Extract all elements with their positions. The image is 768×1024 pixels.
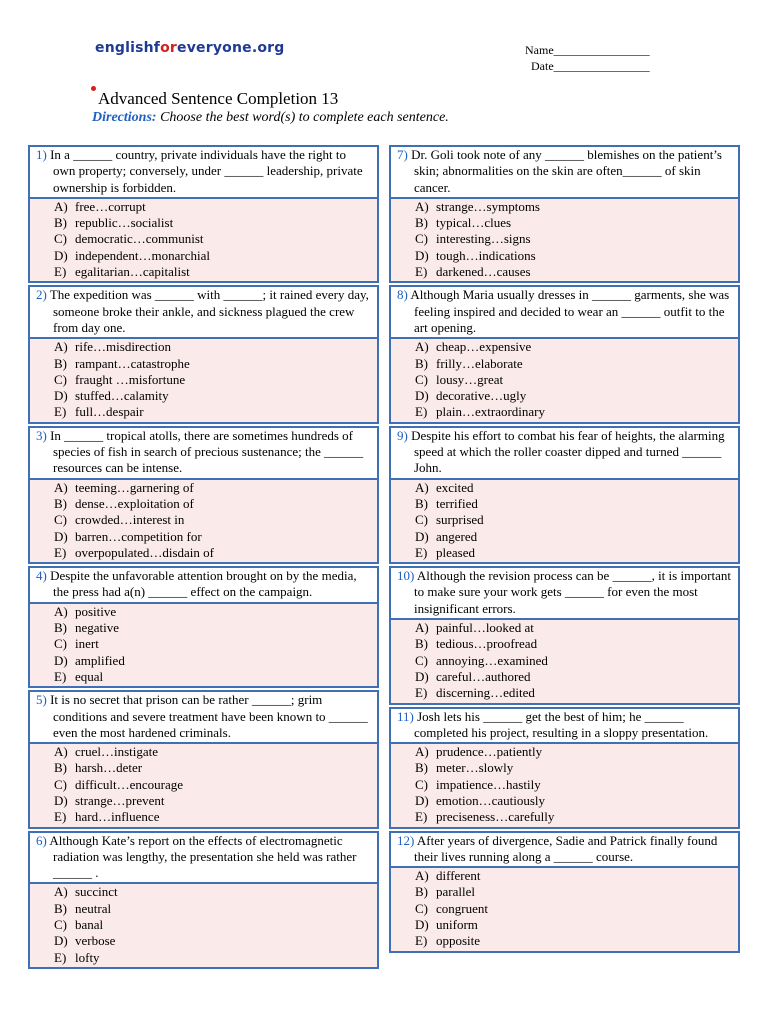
option-text: emotion…cautiously xyxy=(436,792,546,808)
option-letter: B) xyxy=(54,760,67,776)
logo-text-start: englishf xyxy=(95,40,161,56)
option-text: overpopulated…disdain of xyxy=(75,544,214,560)
question-block xyxy=(389,145,740,283)
option-text: typical…clues xyxy=(436,215,512,231)
option-letter: D) xyxy=(415,668,429,684)
question-number: 6) xyxy=(36,832,47,848)
option-letter: D) xyxy=(415,247,429,263)
option-text: fraught …misfortune xyxy=(75,371,186,387)
option-letter: E) xyxy=(415,544,428,560)
answer-option[interactable] xyxy=(415,868,732,884)
answer-option[interactable] xyxy=(54,529,371,545)
option-text: succinct xyxy=(75,884,118,900)
question-block xyxy=(28,145,379,283)
option-text: strange…prevent xyxy=(75,792,165,808)
option-text: cruel…instigate xyxy=(75,744,159,760)
option-text: tough…indications xyxy=(436,247,536,263)
logo-text-for: or xyxy=(160,40,178,56)
option-text: cheap…expensive xyxy=(436,339,532,355)
question-column-right xyxy=(389,145,740,955)
answer-options xyxy=(28,480,379,564)
answer-option[interactable] xyxy=(415,199,732,215)
answer-option[interactable] xyxy=(54,231,371,247)
answer-options xyxy=(389,620,740,704)
option-letter: D) xyxy=(54,388,68,404)
answer-option[interactable] xyxy=(415,545,732,561)
option-letter: A) xyxy=(415,868,429,884)
option-text: banal xyxy=(75,917,104,933)
question-number: 12) xyxy=(397,832,415,848)
answer-option[interactable] xyxy=(415,388,732,404)
option-letter: E) xyxy=(415,933,428,949)
question-stem xyxy=(28,285,379,339)
answer-option[interactable] xyxy=(54,604,371,620)
option-letter: B) xyxy=(415,884,428,900)
question-block xyxy=(28,690,379,828)
answer-options xyxy=(389,480,740,564)
option-text: rife…misdirection xyxy=(75,339,172,355)
option-letter: A) xyxy=(415,198,429,214)
question-block xyxy=(28,566,379,688)
option-letter: C) xyxy=(415,512,428,528)
option-text: darkened…causes xyxy=(436,264,531,280)
option-letter: D) xyxy=(415,388,429,404)
option-text: free…corrupt xyxy=(75,198,146,214)
option-text: harsh…deter xyxy=(75,760,143,776)
answer-options xyxy=(389,339,740,423)
option-letter: E) xyxy=(415,404,428,420)
answer-option[interactable] xyxy=(54,901,371,917)
option-text: terrified xyxy=(436,495,478,511)
question-stem xyxy=(389,426,740,480)
answer-options xyxy=(28,339,379,423)
answer-option[interactable] xyxy=(54,496,371,512)
answer-option[interactable] xyxy=(415,685,732,701)
answer-option[interactable] xyxy=(415,248,732,264)
option-text: independent…monarchial xyxy=(75,247,211,263)
question-number: 8) xyxy=(397,287,408,303)
option-letter: C) xyxy=(54,512,67,528)
question-number: 5) xyxy=(36,692,47,708)
answer-option[interactable] xyxy=(54,653,371,669)
date-field[interactable]: Date________________ xyxy=(531,59,650,73)
question-stem xyxy=(389,707,740,745)
question-stem xyxy=(28,426,379,480)
option-letter: D) xyxy=(54,247,68,263)
site-logo xyxy=(95,40,285,56)
question-number: 1) xyxy=(36,147,47,162)
option-text: positive xyxy=(75,603,117,619)
answer-option[interactable] xyxy=(54,950,371,966)
answer-option[interactable] xyxy=(415,933,732,949)
question-text: In ______ tropical atolls, there are sometimes hundreds of species of fish in search of precious sustenance; the ______ resources can be intense. xyxy=(50,427,364,476)
answer-option[interactable] xyxy=(54,669,371,685)
option-letter: C) xyxy=(415,900,428,916)
answer-option[interactable] xyxy=(54,480,371,496)
option-letter: E) xyxy=(54,544,67,560)
answer-option[interactable] xyxy=(54,793,371,809)
option-text: egalitarian…capitalist xyxy=(75,264,190,280)
question-block xyxy=(28,285,379,423)
question-stem xyxy=(389,831,740,869)
question-text: It is no secret that prison can be rather ______; grim conditions and severe treatment have been known to ______ even the most hardened criminals. xyxy=(50,692,368,740)
option-letter: C) xyxy=(54,371,67,387)
option-text: interesting…signs xyxy=(436,231,531,247)
option-text: tedious…proofread xyxy=(436,636,538,652)
answer-options xyxy=(28,604,379,688)
option-text: careful…authored xyxy=(436,668,531,684)
option-letter: E) xyxy=(54,809,67,825)
option-text: inert xyxy=(75,636,99,652)
answer-options xyxy=(28,199,379,283)
option-text: impatience…hastily xyxy=(436,776,541,792)
option-letter: B) xyxy=(415,636,428,652)
answer-options xyxy=(28,884,379,968)
option-letter: E) xyxy=(54,949,67,965)
option-letter: B) xyxy=(415,355,428,371)
question-text: Although Maria usually dresses in ______ garments, she was feeling inspired and decided to wear an ______ outfit to the art opening. xyxy=(410,287,730,335)
option-text: plain…extraordinary xyxy=(436,404,546,420)
question-stem xyxy=(28,690,379,744)
question-stem xyxy=(28,145,379,199)
question-block xyxy=(389,285,740,423)
option-letter: C) xyxy=(415,371,428,387)
answer-options xyxy=(389,199,740,283)
option-letter: E) xyxy=(54,264,67,280)
question-text: Josh lets his ______ get the best of him; he ______ completed his project, resulting in a sloppy presentation. xyxy=(414,708,709,740)
option-text: crowded…interest in xyxy=(75,512,185,528)
directions-text: Choose the best word(s) to complete each sentence. xyxy=(160,110,449,125)
question-block xyxy=(28,426,379,564)
option-text: surprised xyxy=(436,512,484,528)
question-number: 2) xyxy=(36,287,47,303)
answer-option[interactable] xyxy=(415,372,732,388)
option-text: full…despair xyxy=(75,404,144,420)
option-letter: C) xyxy=(54,636,67,652)
option-text: lousy…great xyxy=(436,371,504,387)
option-letter: A) xyxy=(415,339,429,355)
answer-option[interactable] xyxy=(54,215,371,231)
option-letter: C) xyxy=(54,776,67,792)
option-text: amplified xyxy=(75,652,125,668)
answer-option[interactable] xyxy=(54,388,371,404)
answer-option[interactable] xyxy=(54,777,371,793)
option-letter: C) xyxy=(415,776,428,792)
answer-option[interactable] xyxy=(415,884,732,900)
answer-option[interactable] xyxy=(54,620,371,636)
answer-option[interactable] xyxy=(54,372,371,388)
answer-option[interactable] xyxy=(54,760,371,776)
answer-option[interactable] xyxy=(54,356,371,372)
option-text: painful…looked at xyxy=(436,620,534,636)
answer-option[interactable] xyxy=(54,636,371,652)
answer-option[interactable] xyxy=(415,669,732,685)
answer-option[interactable] xyxy=(54,917,371,933)
option-text: pleased xyxy=(436,544,475,560)
answer-options xyxy=(389,868,740,952)
answer-options xyxy=(389,744,740,828)
option-text: verbose xyxy=(75,933,116,949)
option-letter: C) xyxy=(54,917,67,933)
question-column-left xyxy=(28,145,379,971)
option-text: rampant…catastrophe xyxy=(75,355,190,371)
question-stem xyxy=(389,285,740,339)
option-text: strange…symptoms xyxy=(436,198,540,214)
option-text: stuffed…calamity xyxy=(75,388,169,404)
answer-option[interactable] xyxy=(415,404,732,420)
name-field[interactable]: Name________________ xyxy=(525,43,650,57)
option-text: congruent xyxy=(436,900,488,916)
option-text: negative xyxy=(75,620,120,636)
option-letter: B) xyxy=(54,355,67,371)
answer-option[interactable] xyxy=(415,653,732,669)
option-letter: E) xyxy=(415,809,428,825)
question-number: 10) xyxy=(397,568,415,584)
answer-option[interactable] xyxy=(415,901,732,917)
option-text: discerning…edited xyxy=(436,685,535,701)
option-letter: B) xyxy=(415,215,428,231)
answer-option[interactable] xyxy=(54,744,371,760)
option-letter: C) xyxy=(415,231,428,247)
directions xyxy=(92,110,449,126)
page-title: Advanced Sentence Completion 13 xyxy=(98,89,339,108)
option-letter: D) xyxy=(415,528,429,544)
option-letter: D) xyxy=(415,792,429,808)
answer-option[interactable] xyxy=(415,529,732,545)
question-text: Dr. Goli took note of any ______ blemishes on the patient’s skin; abnormalities on the skin are often______ of skin cancer. xyxy=(411,147,722,195)
option-letter: D) xyxy=(54,652,68,668)
option-text: opposite xyxy=(436,933,481,949)
option-text: dense…exploitation of xyxy=(75,495,194,511)
option-text: excited xyxy=(436,479,474,495)
answer-option[interactable] xyxy=(415,917,732,933)
answer-option[interactable] xyxy=(415,744,732,760)
option-letter: E) xyxy=(54,404,67,420)
option-letter: D) xyxy=(54,792,68,808)
question-text: After years of divergence, Sadie and Patrick finally found their lives running along a ______ course. xyxy=(414,832,718,864)
option-letter: A) xyxy=(54,479,68,495)
question-text: In a ______ country, private individuals have the right to own property; conversely, under ______ leadership, private ownership is forbidden. xyxy=(50,147,363,195)
option-text: preciseness…carefully xyxy=(436,809,555,825)
option-letter: E) xyxy=(415,685,428,701)
option-text: parallel xyxy=(436,884,475,900)
answer-option[interactable] xyxy=(415,793,732,809)
answer-option[interactable] xyxy=(415,760,732,776)
option-text: equal xyxy=(75,668,104,684)
title-bullet-icon xyxy=(91,86,96,91)
name-date-fields xyxy=(525,42,650,74)
answer-option[interactable] xyxy=(54,545,371,561)
option-text: difficult…encourage xyxy=(75,776,184,792)
question-block xyxy=(389,831,740,953)
option-text: meter…slowly xyxy=(436,760,514,776)
answer-option[interactable] xyxy=(415,777,732,793)
answer-option[interactable] xyxy=(415,512,732,528)
question-number: 11) xyxy=(397,708,414,724)
option-text: neutral xyxy=(75,900,112,916)
option-letter: A) xyxy=(54,198,68,214)
option-text: uniform xyxy=(436,917,478,933)
answer-option[interactable] xyxy=(54,933,371,949)
question-block xyxy=(28,831,379,969)
answer-option[interactable] xyxy=(54,264,371,280)
answer-option[interactable] xyxy=(415,231,732,247)
option-letter: A) xyxy=(54,603,68,619)
option-letter: A) xyxy=(415,620,429,636)
question-number: 3) xyxy=(36,427,47,443)
question-stem xyxy=(28,831,379,885)
logo-text-end: everyone.org xyxy=(177,40,285,56)
option-letter: A) xyxy=(54,884,68,900)
option-text: decorative…ugly xyxy=(436,388,527,404)
answer-option[interactable] xyxy=(415,264,732,280)
answer-option[interactable] xyxy=(54,884,371,900)
answer-option[interactable] xyxy=(54,512,371,528)
option-text: angered xyxy=(436,528,478,544)
option-text: frilly…elaborate xyxy=(436,355,523,371)
option-letter: B) xyxy=(54,215,67,231)
answer-option[interactable] xyxy=(415,356,732,372)
option-letter: B) xyxy=(415,760,428,776)
answer-option[interactable] xyxy=(415,809,732,825)
answer-option[interactable] xyxy=(54,809,371,825)
option-letter: D) xyxy=(54,933,68,949)
answer-option[interactable] xyxy=(415,215,732,231)
question-number: 7) xyxy=(397,147,408,162)
question-stem xyxy=(389,566,740,620)
option-letter: A) xyxy=(54,744,68,760)
option-text: hard…influence xyxy=(75,809,160,825)
answer-option[interactable] xyxy=(415,620,732,636)
answer-option[interactable] xyxy=(415,480,732,496)
question-block xyxy=(389,426,740,564)
option-letter: C) xyxy=(54,231,67,247)
option-text: annoying…examined xyxy=(436,652,548,668)
question-block xyxy=(389,707,740,829)
question-stem xyxy=(28,566,379,604)
answer-option[interactable] xyxy=(415,636,732,652)
option-letter: D) xyxy=(415,917,429,933)
option-text: different xyxy=(436,868,481,884)
question-text: Despite his effort to combat his fear of heights, the alarming speed at which the roller coaster dipped and turned ______ John. xyxy=(411,427,725,476)
option-letter: B) xyxy=(415,495,428,511)
option-letter: A) xyxy=(415,479,429,495)
directions-label: Directions: xyxy=(92,110,157,125)
answer-option[interactable] xyxy=(54,404,371,420)
question-block xyxy=(389,566,740,704)
option-letter: A) xyxy=(54,339,68,355)
question-text: Although the revision process can be ______, it is important to make sure your work gets ______ for even the most insignificant errors. xyxy=(414,568,732,616)
answer-option[interactable] xyxy=(415,339,732,355)
option-letter: A) xyxy=(415,744,429,760)
option-letter: B) xyxy=(54,620,67,636)
answer-option[interactable] xyxy=(54,199,371,215)
option-letter: E) xyxy=(415,264,428,280)
option-text: republic…socialist xyxy=(75,215,174,231)
option-text: prudence…patiently xyxy=(436,744,543,760)
question-number: 4) xyxy=(36,568,47,584)
question-text: The expedition was ______ with ______; it rained every day, someone broke their ankle, and sickness plagued the crew from day one. xyxy=(49,287,369,335)
option-letter: D) xyxy=(54,528,68,544)
option-text: barren…competition for xyxy=(75,528,202,544)
answer-options xyxy=(28,744,379,828)
option-letter: E) xyxy=(54,668,67,684)
answer-option[interactable] xyxy=(54,248,371,264)
option-text: teeming…garnering of xyxy=(75,479,194,495)
answer-option[interactable] xyxy=(54,339,371,355)
option-text: lofty xyxy=(75,949,100,965)
question-number: 9) xyxy=(397,427,408,443)
question-text: Despite the unfavorable attention brought on by the media, the press had a(n) ______ effect on the campaign. xyxy=(50,568,357,600)
option-letter: B) xyxy=(54,495,67,511)
option-letter: C) xyxy=(415,652,428,668)
question-stem xyxy=(389,145,740,199)
option-letter: B) xyxy=(54,900,67,916)
option-text: democratic…communist xyxy=(75,231,204,247)
answer-option[interactable] xyxy=(415,496,732,512)
question-text: Although Kate’s report on the effects of electromagnetic radiation was lengthy, the presentation she held was rather ______ . xyxy=(49,832,357,881)
